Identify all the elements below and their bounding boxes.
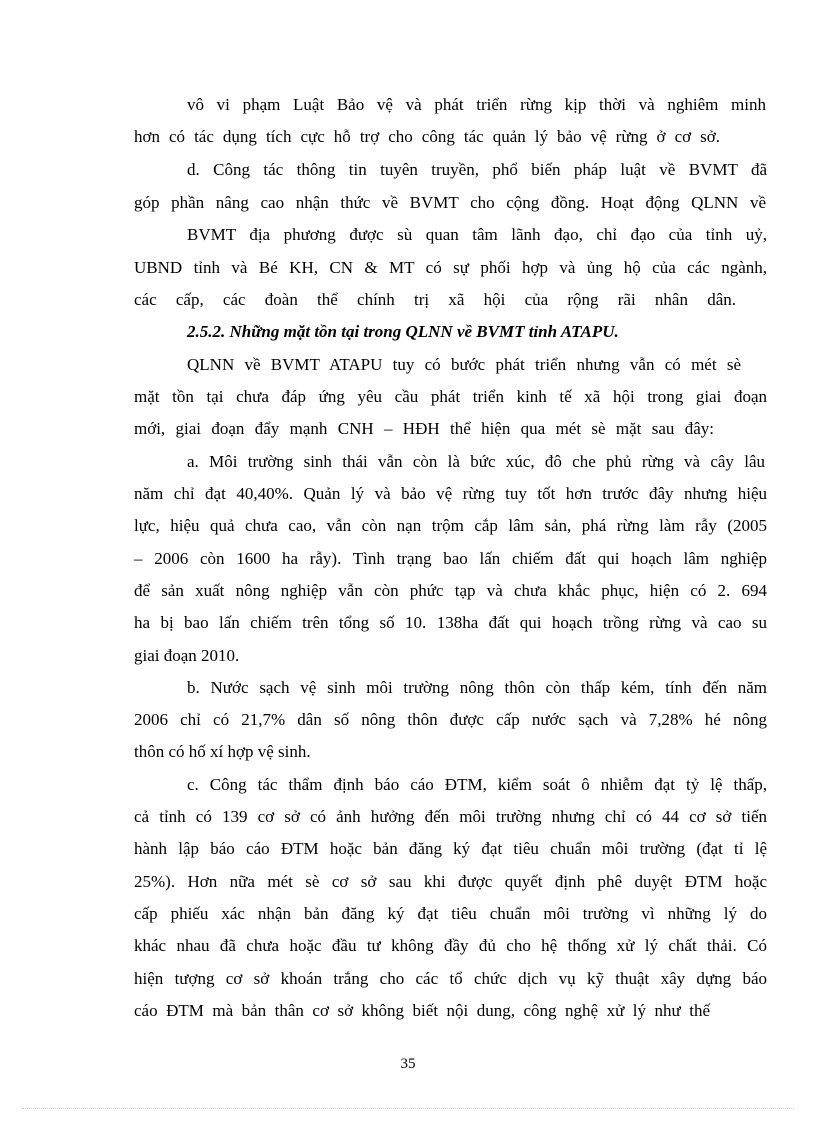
body-text-line: b. Nước sạch vệ sinh môi trường nông thôn còn thấp kém, tính đến năm xyxy=(187,678,767,697)
body-text-line: – 2006 còn 1600 ha rẫy). Tình trạng bao lấn chiếm đất qui hoạch lâm nghiệp xyxy=(134,549,767,568)
body-text-line: mới, giai đoạn đẩy mạnh CNH – HĐH thể hiện qua mét sè mặt sau đây: xyxy=(134,419,714,438)
page-number: 35 xyxy=(400,1056,416,1072)
body-text-line: để sản xuất nông nghiệp vẫn còn phức tạp và chưa khắc phục, hiện có 2. 694 xyxy=(134,581,767,600)
body-text-line: hơn có tác dụng tích cực hỗ trợ cho công tác quản lý bảo vệ rừng ở cơ sở. xyxy=(134,127,720,146)
footer-divider xyxy=(22,1108,794,1109)
body-text-line: các cấp, các đoàn thể chính trị xã hội của rộng rãi nhân dân. xyxy=(134,290,736,309)
body-text-line: ha bị bao lấn chiếm trên tổng số 10. 138ha đất qui hoạch trồng rừng và cao su xyxy=(134,613,767,632)
body-text-line: lực, hiệu quả chưa cao, vẫn còn nạn trộm cắp lâm sản, phá rừng làm rẫy (2005 xyxy=(134,516,767,535)
body-text-line: năm chỉ đạt 40,40%. Quản lý và bảo vệ rừng tuy tốt hơn trước đây nhưng hiệu xyxy=(134,484,767,503)
body-text-line: cấp phiếu xác nhận bản đăng ký đạt tiêu chuẩn môi trường vì những lý do xyxy=(134,904,767,923)
body-text-line: 25%). Hơn nữa mét sè cơ sở sau khi được quyết định phê duyệt ĐTM hoặc xyxy=(134,872,767,891)
body-text-line: cả tỉnh có 139 cơ sở có ảnh hưởng đến môi trường nhưng chỉ có 44 cơ sở tiến xyxy=(134,807,767,826)
body-text-line: giai đoạn 2010. xyxy=(134,646,240,665)
body-text-line: d. Công tác thông tin tuyên truyền, phổ biến pháp luật về BVMT đã xyxy=(187,160,767,179)
body-text-line: hành lập báo cáo ĐTM hoặc bản đăng ký đạt tiêu chuẩn môi trường (đạt tỉ lệ xyxy=(134,839,767,858)
body-text-line: hiện tượng cơ sở khoán trắng cho các tổ chức dịch vụ kỹ thuật xây dựng báo xyxy=(134,969,767,988)
body-text-line: cáo ĐTM mà bản thân cơ sở không biết nội dung, công nghệ xử lý như thế xyxy=(134,1001,710,1020)
body-text-line: vô vi phạm Luật Bảo vệ và phát triển rừng kịp thời và nghiêm minh xyxy=(187,95,766,114)
body-text-line: góp phần nâng cao nhận thức về BVMT cho cộng đồng. Hoạt động QLNN về xyxy=(134,193,766,212)
body-text-line: a. Môi trường sinh thái vẫn còn là bức xúc, đô che phủ rừng và cây lâu xyxy=(187,452,765,471)
body-text-line: QLNN về BVMT ATAPU tuy có bước phát triển nhưng vẫn có mét sè xyxy=(187,355,741,374)
body-text-line: 2006 chỉ có 21,7% dân số nông thôn được cấp nước sạch và 7,28% hé nông xyxy=(134,710,767,729)
body-text-line: khác nhau đã chưa hoặc đầu tư không đầy đủ cho hệ thống xử lý chất thải. Có xyxy=(134,936,767,955)
body-text-line: mặt tồn tại chưa đáp ứng yêu cầu phát triển kinh tế xã hội trong giai đoạn xyxy=(134,387,767,406)
body-text-line: c. Công tác thẩm định báo cáo ĐTM, kiểm soát ô nhiễm đạt tỷ lệ thấp, xyxy=(187,775,767,794)
body-text-line: thôn có hố xí hợp vệ sinh. xyxy=(134,742,311,761)
body-text-line: UBND tỉnh và Bé KH, CN & MT có sự phối hợp và ủng hộ của các ngành, xyxy=(134,258,767,277)
body-text-line: BVMT địa phương được sù quan tâm lãnh đạo, chỉ đạo của tỉnh uỷ, xyxy=(187,225,767,244)
section-heading: 2.5.2. Những mặt tồn tại trong QLNN về BVMT tỉnh ATAPU. xyxy=(187,322,619,341)
